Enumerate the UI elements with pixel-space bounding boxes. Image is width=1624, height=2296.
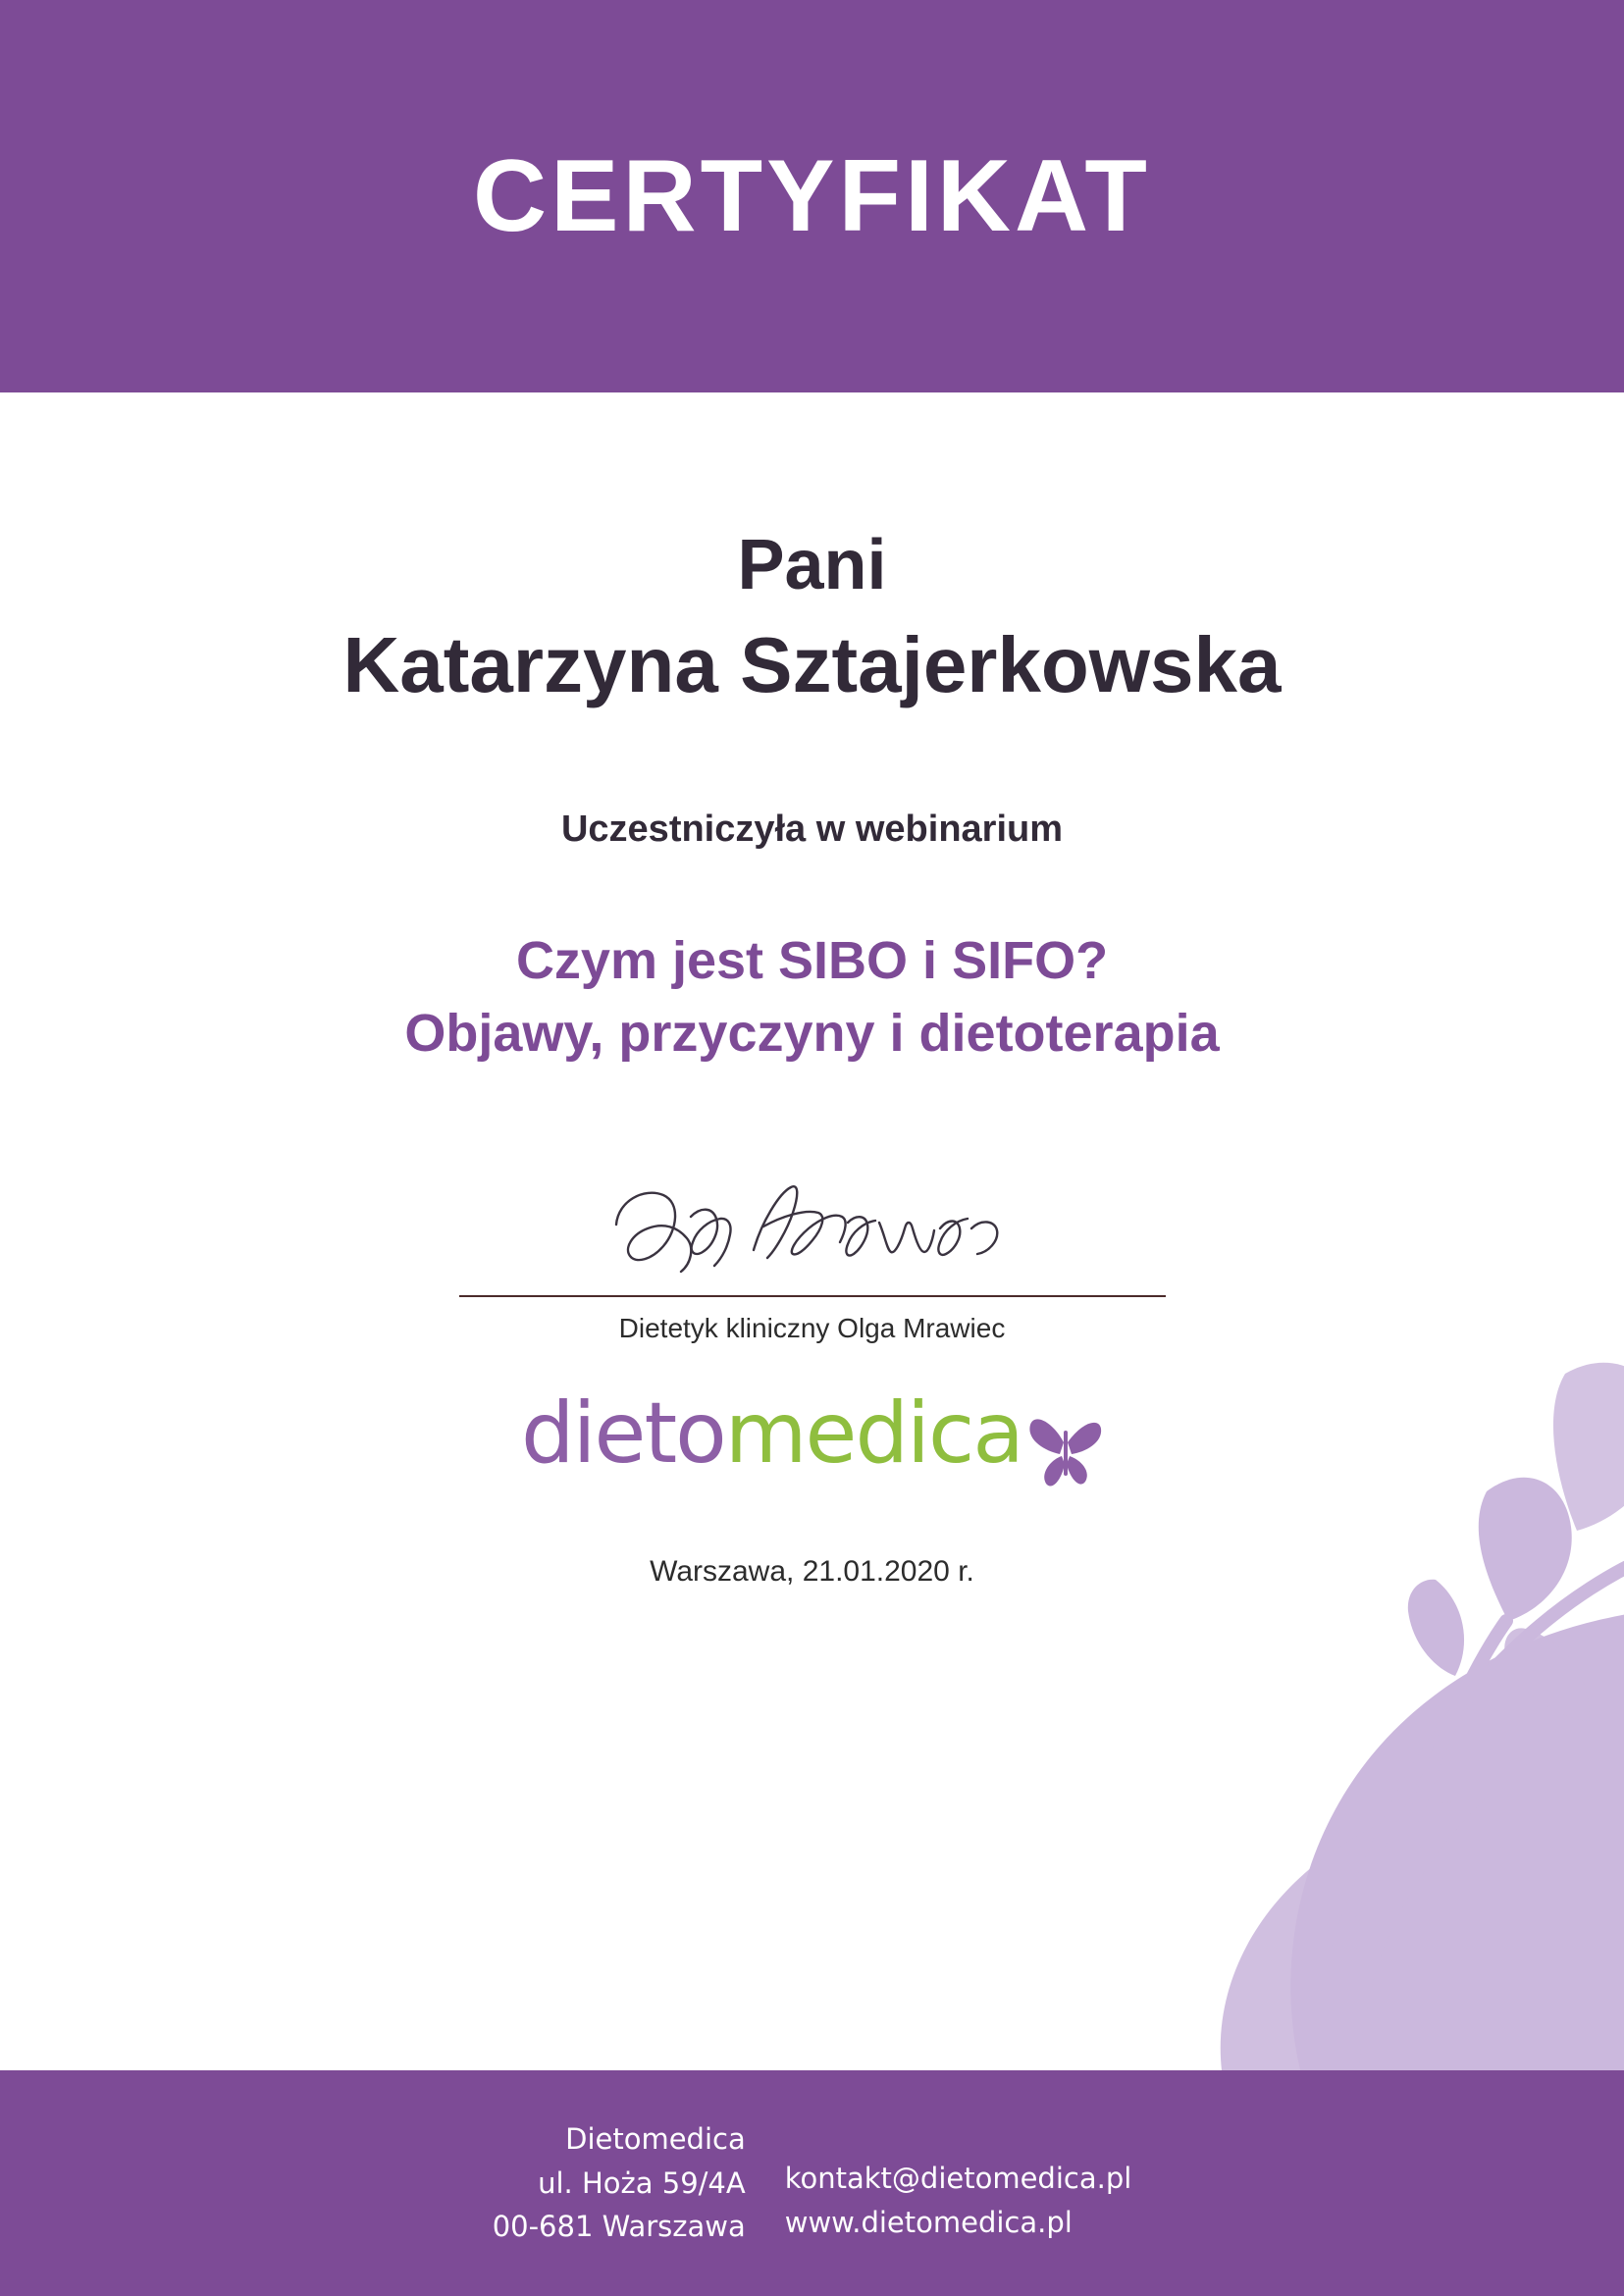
page-title: CERTYFIKAT xyxy=(473,139,1151,253)
header-band xyxy=(0,0,1624,392)
participation-text: Uczestniczyła w webinarium xyxy=(560,808,1064,850)
signature-rule xyxy=(459,1295,1166,1297)
footer-city: 00-681 Warszawa xyxy=(492,2210,746,2244)
logo-wordmark xyxy=(521,1383,1022,1483)
signature-caption: Dietetyk kliniczny Olga Mrawiec xyxy=(618,1312,1006,1343)
webinar-title-line-1: Czym jest SIBO i SIFO? xyxy=(515,930,1109,990)
footer-contact xyxy=(785,2121,1132,2245)
footer-address xyxy=(493,2117,746,2250)
logo-text-part-2: medica xyxy=(724,1383,1022,1483)
footer-company: Dietomedica xyxy=(565,2121,746,2156)
butterfly-icon xyxy=(1028,1399,1103,1494)
webinar-title-line-2: Objawy, przyczyny i dietoterapia xyxy=(404,1004,1220,1064)
place-and-date: Warszawa, 21.01.2020 r. xyxy=(650,1555,974,1588)
footer-street: ul. Hoża 59/4A xyxy=(538,2166,746,2200)
certificate-body xyxy=(0,392,1624,2041)
recipient-name: Katarzyna Sztajerkowska xyxy=(342,620,1282,708)
handwritten-signature xyxy=(606,1174,1019,1291)
dietomedica-logo xyxy=(0,1383,1624,1494)
footer-email[interactable]: kontakt@dietomedica.pl xyxy=(784,2162,1132,2196)
webinar-title xyxy=(0,924,1624,1070)
signature-block xyxy=(0,1174,1624,1344)
footer-band xyxy=(0,2070,1624,2296)
logo-text-part-1: dieto xyxy=(521,1383,725,1483)
recipient-prefix: Pani xyxy=(737,526,887,604)
footer-website[interactable]: www.dietomedica.pl xyxy=(784,2206,1073,2239)
